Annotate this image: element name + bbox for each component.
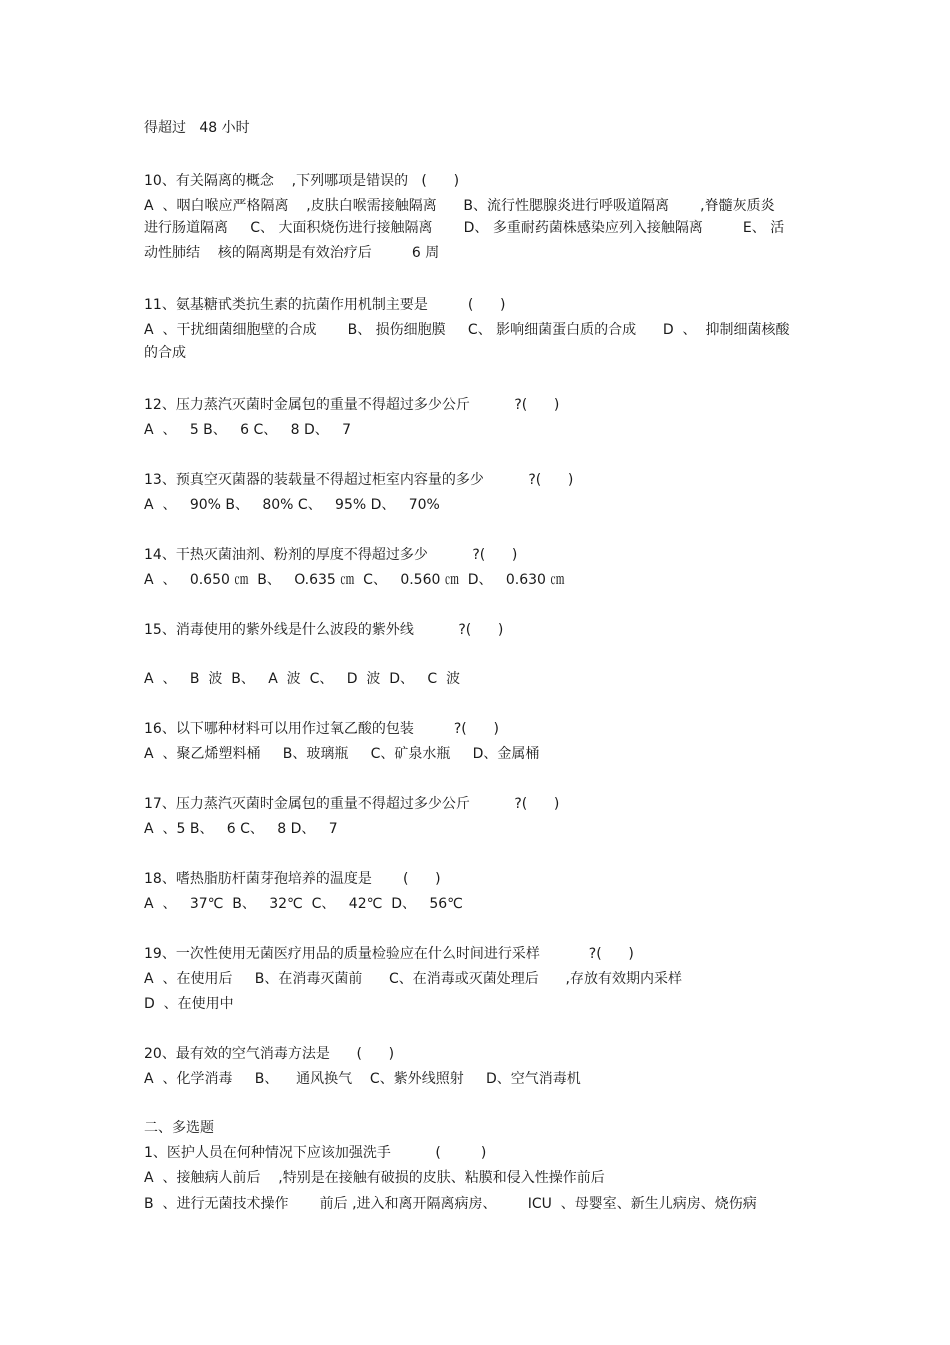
question-10-title: 10、有关隔离的概念 ,下列哪项是错误的 ( )	[144, 173, 460, 189]
question-16-title: 16、以下哪种材料可以用作过氧乙酸的包装 ?( )	[144, 721, 499, 737]
question-10-options: A 、咽白喉应严格隔离 ,皮肤白喉需接触隔离 B、流行性腮腺炎进行呼吸道隔离 ,脊髓灰质炎	[144, 198, 775, 214]
question-20-options: A 、化学消毒 B、 通风换气 C、紫外线照射 D、空气消毒机	[144, 1071, 581, 1087]
question-19-title: 19、一次性使用无菌医疗用品的质量检验应在什么时间进行采样 ?( )	[144, 946, 634, 962]
multi-question-1-title: 1、医护人员在何种情况下应该加强洗手 ( )	[144, 1145, 487, 1161]
question-15-options: A 、 B 波 B、 A 波 C、 D 波 D、 C 波	[144, 671, 461, 687]
question-18-title: 18、嗜热脂肪杆菌芽孢培养的温度是 ( )	[144, 871, 441, 887]
question-17-options: A 、5 B、 6 C、 8 D、 7	[144, 821, 338, 837]
question-10-options: 动性肺结 核的隔离期是有效治疗后 6 周	[144, 245, 440, 261]
question-13-options: A 、 90% B、 80% C、 95% D、 70%	[144, 497, 440, 513]
question-18-options: A 、 37℃ B、 32℃ C、 42℃ D、 56℃	[144, 896, 463, 912]
question-17-title: 17、压力蒸汽灭菌时金属包的重量不得超过多少公斤 ?( )	[144, 796, 560, 812]
question-16-options: A 、聚乙烯塑料桶 B、玻璃瓶 C、矿泉水瓶 D、金属桶	[144, 746, 540, 762]
question-12-options: A 、 5 B、 6 C、 8 D、 7	[144, 422, 352, 438]
text-line: 得超过 48 小时	[144, 120, 250, 136]
question-11-options: A 、干扰细菌细胞壁的合成 B、 损伤细胞膜 C、 影响细菌蛋白质的合成 D 、 抑制细菌核酸	[144, 322, 790, 338]
question-19-options: D 、在使用中	[144, 996, 234, 1012]
section-heading: 二、多选题	[144, 1120, 214, 1136]
question-11-options: 的合成	[144, 345, 186, 361]
question-10-options: 进行肠道隔离 C、 大面积烧伤进行接触隔离 D、 多重耐药菌株感染应列入接触隔离 E、 活	[144, 220, 785, 236]
question-12-title: 12、压力蒸汽灭菌时金属包的重量不得超过多少公斤 ?( )	[144, 397, 560, 413]
question-20-title: 20、最有效的空气消毒方法是 ( )	[144, 1046, 395, 1062]
question-15-title: 15、消毒使用的紫外线是什么波段的紫外线 ?( )	[144, 622, 504, 638]
question-13-title: 13、预真空灭菌器的装载量不得超过柜室内容量的多少 ?( )	[144, 472, 574, 488]
question-14-options: A 、 0.650 ㎝ B、 O.635 ㎝ C、 0.560 ㎝ D、 0.630 ㎝	[144, 572, 565, 588]
question-14-title: 14、干热灭菌油剂、粉剂的厚度不得超过多少 ?( )	[144, 547, 518, 563]
multi-question-1-options: A 、接触病人前后 ,特别是在接触有破损的皮肤、粘膜和侵入性操作前后	[144, 1170, 605, 1186]
question-11-title: 11、氨基糖甙类抗生素的抗菌作用机制主要是 ( )	[144, 297, 506, 313]
question-19-options: A 、在使用后 B、在消毒灭菌前 C、在消毒或灭菌处理后 ,存放有效期内采样	[144, 971, 682, 987]
multi-question-1-options: B 、进行无菌技术操作 前后 ,进入和离开隔离病房、 ICU 、母婴室、新生儿病房、烧伤病	[144, 1196, 757, 1212]
